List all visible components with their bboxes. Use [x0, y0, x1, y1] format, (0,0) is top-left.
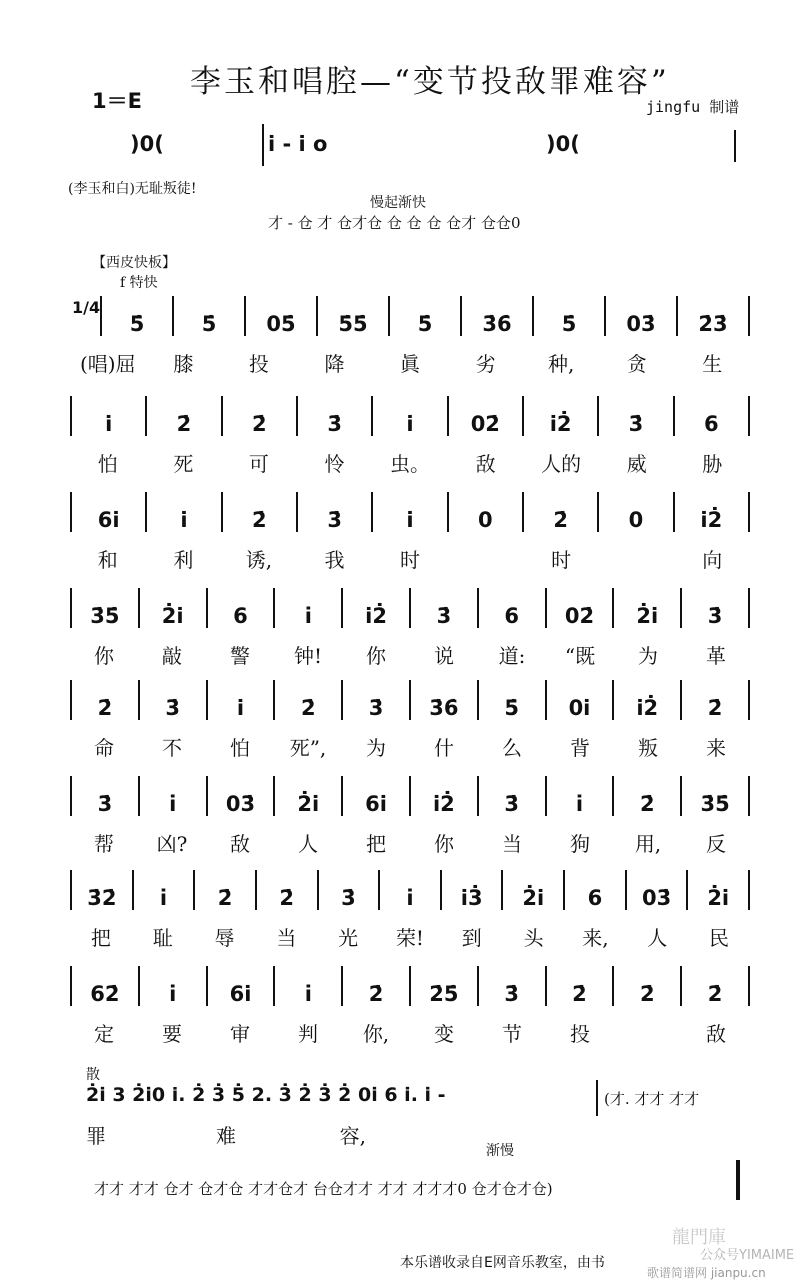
note-group: 2̇i̇ [297, 792, 320, 816]
coda-lyric: 难 [215, 1124, 236, 1148]
slowing-mark: 渐慢 [486, 1143, 514, 1159]
note-group: 3̇5̇ [700, 792, 730, 816]
note-group: 2̇ [217, 886, 233, 910]
note-group: 0 [628, 508, 644, 532]
ending-percussion: 才才 才才 仓才 仓才仓 才才仓才 台仓才才 才才 才才才0 仓才仓才仓) [94, 1180, 553, 1198]
note-group: 5̇ [201, 312, 217, 336]
note-group: 03̇ [626, 312, 656, 336]
note-group: 2̇ [252, 412, 267, 436]
lyric: 光 [338, 926, 359, 950]
note-group: 2̇i̇ [636, 604, 659, 628]
lyric: 头 [523, 926, 544, 950]
note-group: i̇2̇ [432, 792, 455, 816]
note-group: 6 [703, 412, 719, 436]
lyric-row [70, 1018, 750, 1047]
lyric: 审 [230, 1022, 250, 1046]
note-group: 2̇ [97, 696, 113, 720]
lyric: 钟! [293, 644, 323, 668]
note-group: 5̇ [561, 312, 577, 336]
lyric: 要 [162, 1022, 182, 1046]
lyric: 时 [400, 548, 421, 572]
coda-percussion: (才. 才才 才才 [604, 1090, 700, 1108]
lyric: 膝 [173, 352, 194, 376]
note-group: 6i̇ [97, 508, 120, 532]
note-group: 3̇5̇ [90, 604, 120, 628]
lyric: 投 [248, 352, 269, 376]
note-group: i̇ [180, 508, 188, 532]
barline [748, 870, 750, 910]
note-group: 3̇ [368, 696, 384, 720]
lyric: “既 [564, 644, 596, 668]
notation-row [100, 296, 750, 336]
barline [748, 296, 750, 336]
tempo-free-mark: 散 [86, 1067, 100, 1083]
note-group: i̇ [105, 412, 113, 436]
note-group: 2̇ [176, 412, 192, 436]
lyric: 可 [248, 452, 269, 476]
note-group: 2̇ [368, 982, 384, 1006]
lyric: 定 [94, 1022, 114, 1046]
lyric: 和 [97, 548, 118, 572]
lyric: 人 [647, 926, 668, 950]
lyric: 怕 [230, 736, 250, 760]
time-signature: 1/4 [72, 298, 101, 317]
barline [748, 680, 750, 720]
lyric: 耻 [152, 926, 173, 950]
note-group: 3̇6̇ [482, 312, 512, 336]
note-group: 3̇ [327, 508, 342, 532]
notation-row [70, 776, 750, 816]
note-group: 2̇ [707, 982, 723, 1006]
note-group: 2̇ [279, 886, 295, 910]
lyric: 降 [324, 352, 345, 376]
lyric: 警 [230, 644, 250, 668]
lyric: 说 [434, 644, 454, 668]
intro-percussion: 才 - 仓 才 仓才仓 仓 仓 仓 仓才 仓仓0 [268, 214, 521, 232]
lyric: 向 [702, 548, 723, 572]
intro-rest-right: )0( [546, 132, 580, 156]
note-group: i [304, 982, 312, 1006]
note-group: 0i̇ [568, 696, 591, 720]
lyric: 你, [362, 1022, 390, 1046]
note-group: 6i̇ [229, 982, 252, 1006]
lyric: 人的 [541, 452, 582, 476]
note-group: 6 [233, 604, 248, 628]
notation-row [70, 870, 750, 910]
note-group: 62̇ [90, 982, 120, 1006]
note-group: 2̇ [639, 792, 655, 816]
note-group: i̇3̇ [460, 886, 483, 910]
coda-melody: 2̇i̇ 3 2̇i̇0 i. 2̇ 3̇ 5̇ 2. 3̇ 2̇ 3̇ 2̇ 0i̇ 6 i̇. i̇ - [86, 1084, 446, 1106]
lyric: 死 [173, 452, 194, 476]
lyric: 胁 [702, 452, 723, 476]
lyric: 把 [90, 926, 111, 950]
coda-barline [596, 1080, 598, 1116]
lyric: 为 [366, 736, 386, 760]
notation-row [70, 680, 750, 720]
note-group: i̇ [406, 412, 414, 436]
source-note: 本乐谱收录自E网音乐教室，由书 [400, 1255, 605, 1271]
note-group: i [304, 604, 312, 628]
note-group: 2̇ [639, 982, 655, 1006]
note-group: 2̇ [572, 982, 587, 1006]
note-group: 6 [587, 886, 603, 910]
lyric: 叛 [638, 736, 658, 760]
lyric: 死”, [289, 736, 327, 760]
note-group: 03̇ [225, 792, 256, 816]
lyric: 革 [706, 644, 726, 668]
barline [748, 966, 750, 1006]
note-group: i̇2̇ [636, 696, 659, 720]
note-group: 2̇ [300, 696, 316, 720]
note-group: 05̇ [266, 312, 296, 336]
note-group: 5̇ [129, 312, 145, 336]
lyric: 道: [498, 644, 526, 668]
note-group: 3̇ [436, 604, 452, 628]
notation-row [70, 492, 750, 532]
lyric-row [70, 828, 750, 857]
intro-barline [262, 124, 264, 166]
note-group: 2̇ [252, 508, 267, 532]
note-group: i̇2̇ [365, 604, 387, 628]
lyric: 你 [94, 644, 114, 668]
note-group: 5̇5̇ [338, 312, 368, 336]
note-group: 2̇i̇ [161, 604, 184, 628]
note-group: 02̇ [470, 412, 500, 436]
note-group: i [159, 886, 168, 910]
note-group: i [406, 886, 414, 910]
lyric: (唱)屈 [79, 352, 136, 376]
page-title: 李玉和唱腔—“变节投敌罪难容” [190, 64, 670, 100]
note-group: 03̇ [641, 886, 672, 910]
note-group: 3̇ [341, 886, 356, 910]
note-group: 3̇ [97, 792, 113, 816]
note-group: 3̇ [707, 604, 723, 628]
lyric: 狗 [570, 832, 590, 856]
final-barline [736, 1160, 740, 1200]
note-group: i̇2̇ [549, 412, 572, 436]
note-group: 3̇6̇ [429, 696, 459, 720]
lyric: 你 [366, 644, 386, 668]
lyric: 命 [94, 736, 114, 760]
lyric: 反 [706, 832, 726, 856]
spoken-line: (李玉和白)无耻叛徒! [68, 181, 197, 197]
lyric: 民 [709, 926, 730, 950]
lyric: 什 [434, 736, 454, 760]
note-group: 2̇i̇ [707, 886, 730, 910]
lyric: 生 [702, 352, 723, 376]
coda-lyric: 容, [339, 1124, 366, 1148]
barline [748, 776, 750, 816]
barline [748, 396, 750, 436]
lyric-row [70, 448, 750, 477]
lyric: 怜 [324, 452, 345, 476]
coda-lyrics [86, 1120, 366, 1149]
lyric: 么 [502, 736, 522, 760]
note-group: 2̇3̇ [698, 312, 728, 336]
barline [748, 492, 750, 532]
lyric: 眞 [400, 352, 421, 376]
watermark-logo: 龍門庫 [672, 1227, 726, 1248]
lyric: 节 [502, 1022, 522, 1046]
note-group: 6 [504, 604, 519, 628]
note-group: i̇ [236, 696, 245, 720]
lyric: 敌 [230, 832, 250, 856]
lyric: 诱, [245, 548, 273, 572]
notation-row [70, 588, 750, 628]
lyric-row [70, 640, 750, 669]
lyric: 投 [570, 1022, 590, 1046]
lyric: 时 [551, 548, 572, 572]
lyric: 怕 [97, 452, 118, 476]
intro-rest-left: )0( [130, 132, 164, 156]
note-group: 0 [477, 508, 493, 532]
note-group: 3̇ [327, 412, 342, 436]
lyric: 贪 [626, 352, 647, 376]
lyric: 不 [162, 736, 182, 760]
lyric: 为 [638, 644, 658, 668]
lyric: 到 [461, 926, 482, 950]
section-label: 【西皮快板】 [92, 255, 176, 271]
note-group: 3̇ [504, 982, 519, 1006]
lyric: 背 [570, 736, 590, 760]
dynamic-mark: f 特快 [120, 275, 158, 291]
note-group: i [169, 792, 177, 816]
lyric: 把 [366, 832, 386, 856]
lyric: 判 [298, 1022, 318, 1046]
lyric-row [70, 348, 750, 377]
note-group: 5̇ [504, 696, 519, 720]
note-group: 3̇ [165, 696, 180, 720]
note-group: i̇2̇ [700, 508, 723, 532]
lyric [599, 544, 675, 573]
note-group: i [169, 982, 177, 1006]
lyric: 利 [173, 548, 194, 572]
lyric: 敌 [475, 452, 496, 476]
lyric: 敌 [706, 1022, 726, 1046]
lyric: 当 [276, 926, 297, 950]
intro-end-barline [734, 130, 736, 162]
barline [748, 588, 750, 628]
lyric: 当 [502, 832, 522, 856]
lyric: 变 [434, 1022, 454, 1046]
lyric-row [70, 922, 750, 951]
lyric: 辱 [214, 926, 235, 950]
watermark-site: 歌谱简谱网 jianpu.cn [647, 1266, 766, 1280]
note-group: 3̇ [628, 412, 644, 436]
lyric: 凶? [156, 832, 188, 856]
key-signature: 1＝E [92, 89, 142, 113]
note-group: 5̇ [417, 312, 433, 336]
note-group: 3̇ [504, 792, 519, 816]
note-group: 2̇ [553, 508, 568, 532]
note-group: 2̇ [707, 696, 723, 720]
lyric: 荣! [395, 926, 424, 950]
note-group: 2̇i̇ [522, 886, 545, 910]
watermark-account: 公众号YIMAIME [700, 1248, 795, 1263]
tempo-mark: 慢起渐快 [370, 195, 426, 211]
lyric: 威 [626, 452, 647, 476]
note-group: i [575, 792, 584, 816]
lyric: 用, [634, 832, 662, 856]
notation-row [70, 966, 750, 1006]
notation-row [70, 396, 750, 436]
lyric: 来 [706, 736, 726, 760]
note-group: 02̇ [564, 604, 595, 628]
lyric [614, 1018, 682, 1047]
lyric: 来, [582, 926, 609, 950]
arranger-credit: jingfu 制谱 [646, 98, 740, 116]
lyric: 你 [434, 832, 454, 856]
lyric: 我 [324, 548, 345, 572]
lyric: 虫。 [390, 452, 431, 476]
lyric: 帮 [94, 832, 114, 856]
lyric: 敲 [162, 644, 182, 668]
lyric: 人 [298, 832, 318, 856]
lyric-row [70, 732, 750, 761]
lyric-row [70, 544, 750, 573]
coda-lyric: 罪 [86, 1124, 106, 1148]
intro-melody: i̇ - i̇ o [268, 132, 328, 156]
lyric: 种, [547, 352, 575, 376]
note-group: 6i̇ [365, 792, 387, 816]
lyric [448, 544, 524, 573]
note-group: 3̇2̇ [87, 886, 117, 910]
lyric: 劣 [475, 352, 496, 376]
note-group: 2̇5̇ [429, 982, 459, 1006]
note-group: i̇ [406, 508, 414, 532]
